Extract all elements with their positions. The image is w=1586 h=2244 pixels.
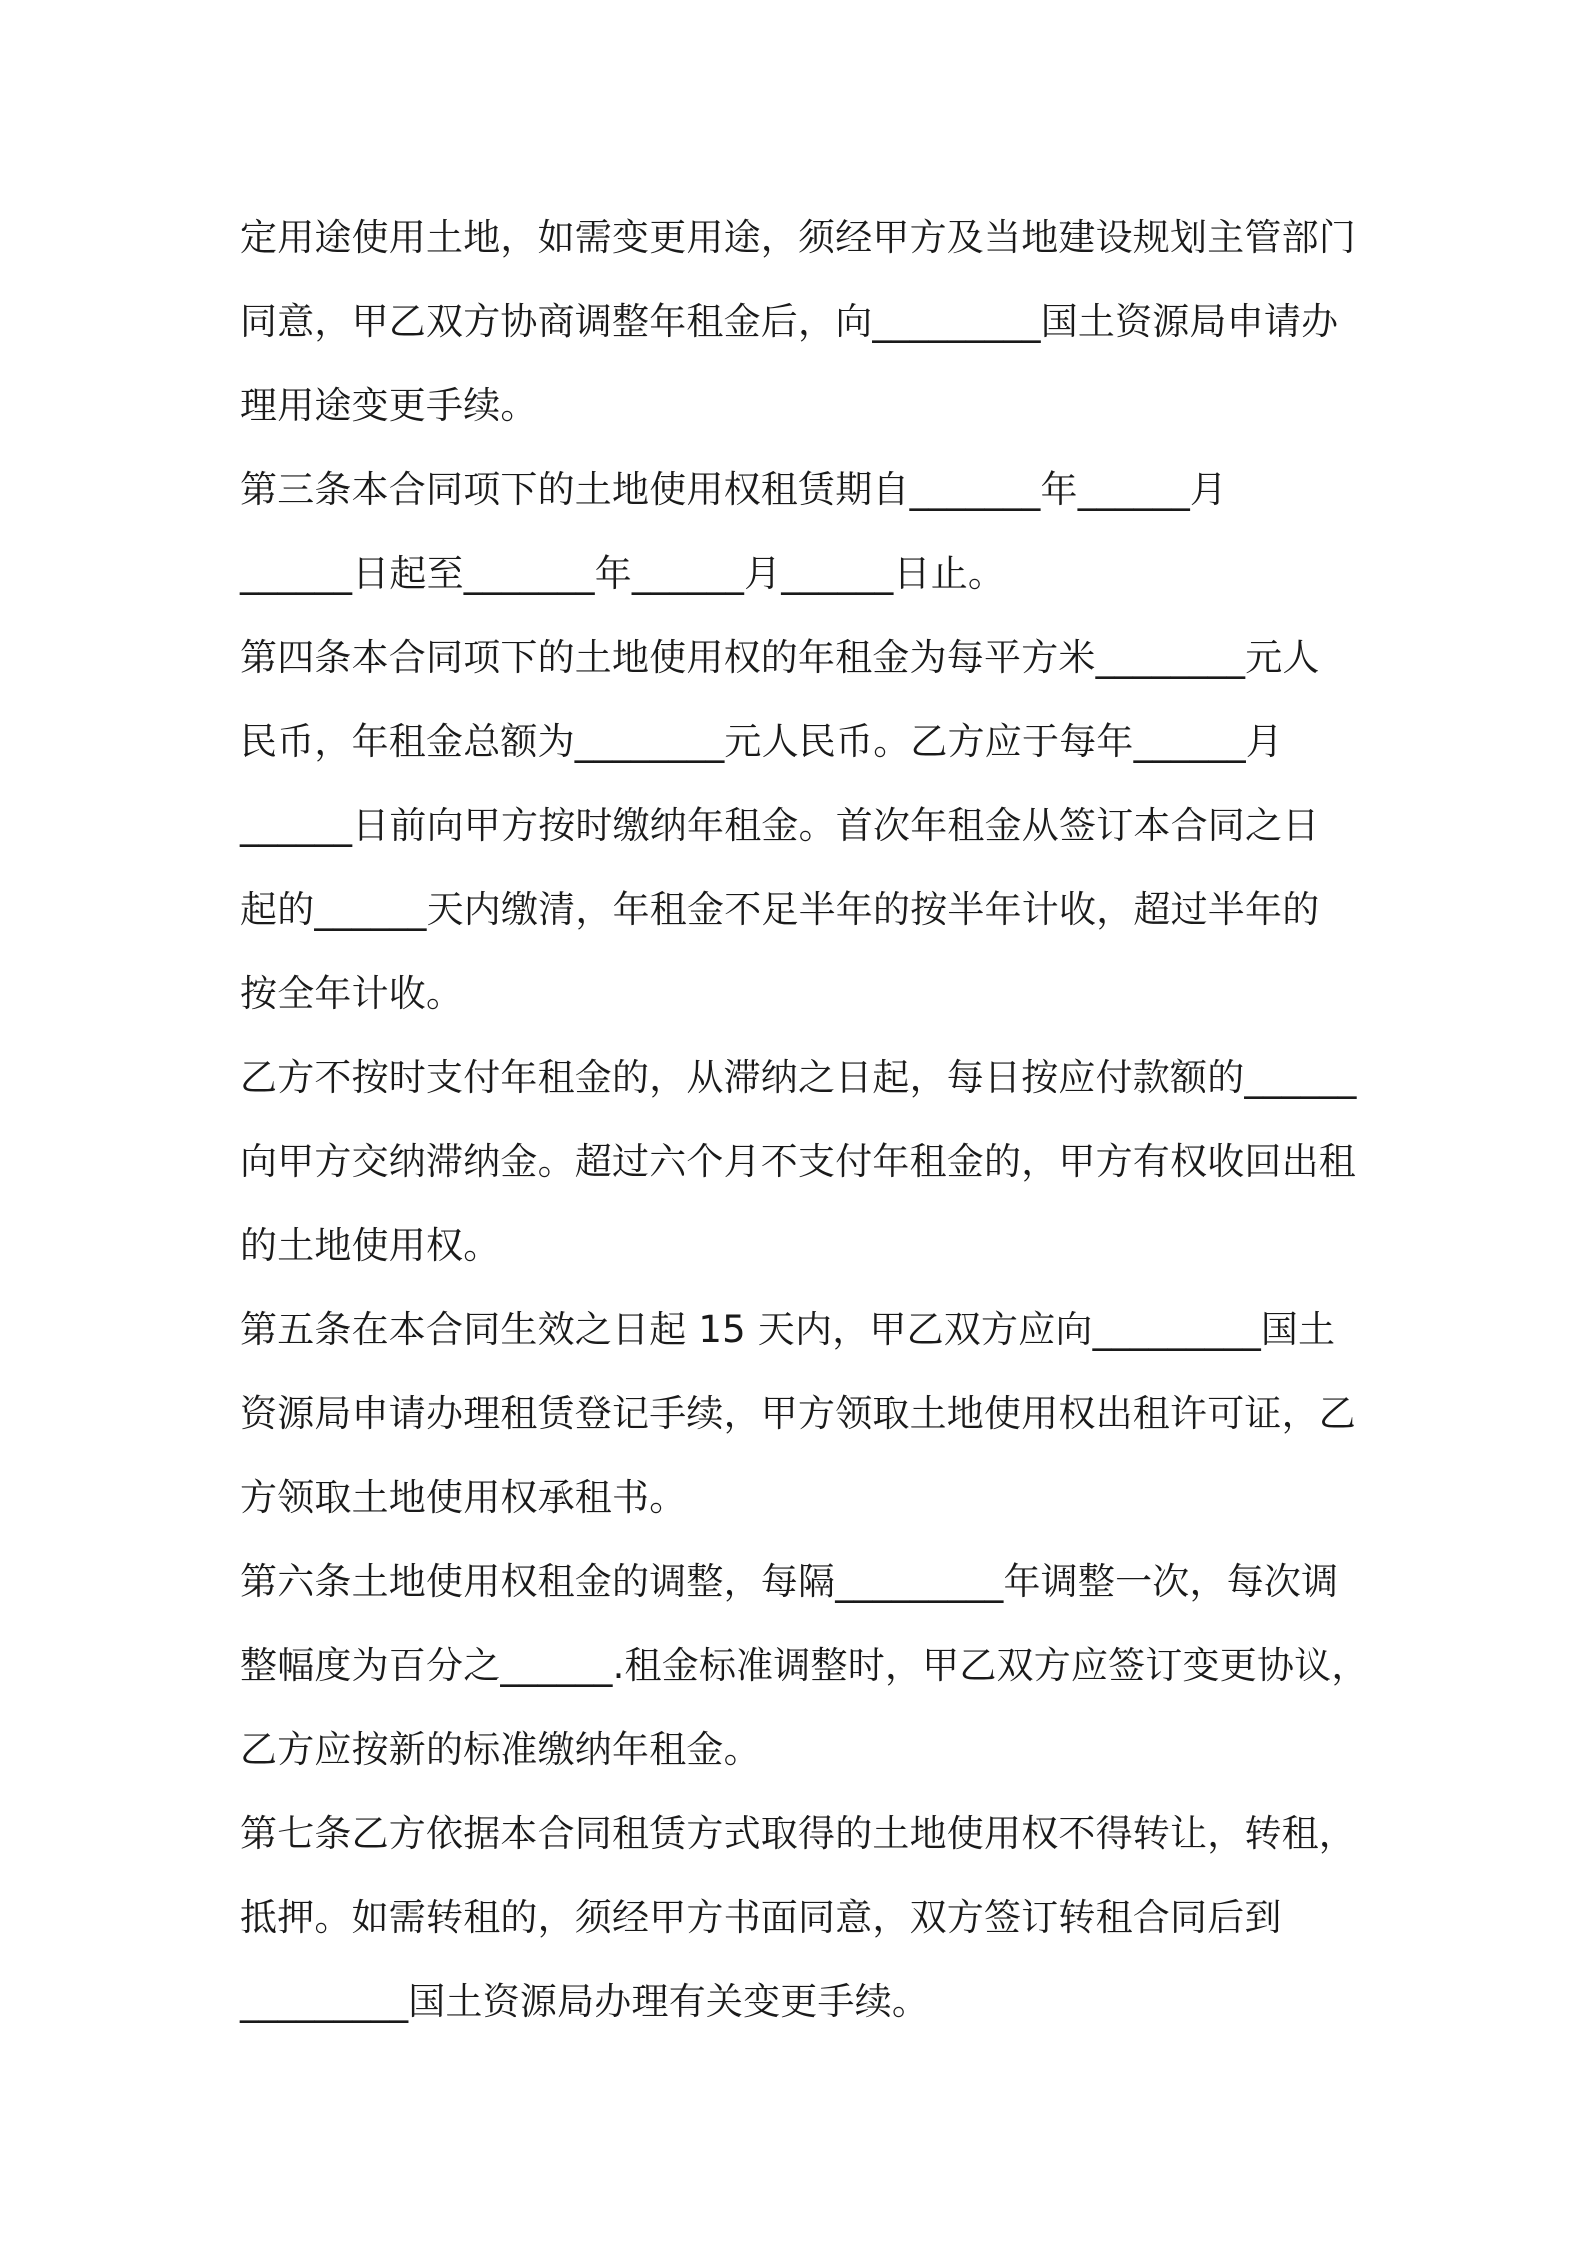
text-line: 乙方应按新的标准缴纳年租金。 xyxy=(240,1728,761,1771)
text-line: ______日起至_______年______月______日止。 xyxy=(240,552,1006,595)
text-line: 的土地使用权。 xyxy=(240,1224,501,1267)
text-line: 同意，甲乙双方协商调整年租金后，向_________国土资源局申请办 xyxy=(240,300,1339,343)
text-line: 起的______天内缴清，年租金不足半年的按半年计收，超过半年的 xyxy=(240,888,1320,931)
text-line: 民币，年租金总额为________元人民币。乙方应于每年______月 xyxy=(240,720,1283,763)
text-line: 定用途使用土地，如需变更用途，须经甲方及当地建设规划主管部门 xyxy=(240,216,1356,259)
article-5-line: 第五条在本合同生效之日起 15 天内，甲乙双方应向_________国土 xyxy=(240,1308,1336,1351)
text-line: 资源局申请办理租赁登记手续，甲方领取土地使用权出租许可证，乙 xyxy=(240,1392,1356,1435)
text-line: 乙方不按时支付年租金的，从滞纳之日起，每日按应付款额的______ xyxy=(240,1056,1357,1099)
text-line: 理用途变更手续。 xyxy=(240,384,538,427)
article-6-line: 第六条土地使用权租金的调整，每隔_________年调整一次，每次调 xyxy=(240,1560,1339,1603)
text-line: _________国土资源局办理有关变更手续。 xyxy=(240,1980,930,2023)
text-line: 整幅度为百分之______.租金标准调整时，甲乙双方应签订变更协议， xyxy=(240,1644,1369,1687)
text-line: 向甲方交纳滞纳金。超过六个月不支付年租金的，甲方有权收回出租 xyxy=(240,1140,1356,1183)
article-7-line: 第七条乙方依据本合同租赁方式取得的土地使用权不得转让，转租， xyxy=(240,1812,1356,1855)
text-line: 按全年计收。 xyxy=(240,972,464,1015)
document-body xyxy=(240,196,1370,2044)
text-line: ______日前向甲方按时缴纳年租金。首次年租金从签订本合同之日 xyxy=(240,804,1320,847)
article-4-line: 第四条本合同项下的土地使用权的年租金为每平方米________元人 xyxy=(240,636,1320,679)
text-line: 方领取土地使用权承租书。 xyxy=(240,1476,687,1519)
article-3-line: 第三条本合同项下的土地使用权租赁期自_______年______月 xyxy=(240,468,1228,511)
text-line: 抵押。如需转租的，须经甲方书面同意，双方签订转租合同后到 xyxy=(240,1896,1282,1939)
